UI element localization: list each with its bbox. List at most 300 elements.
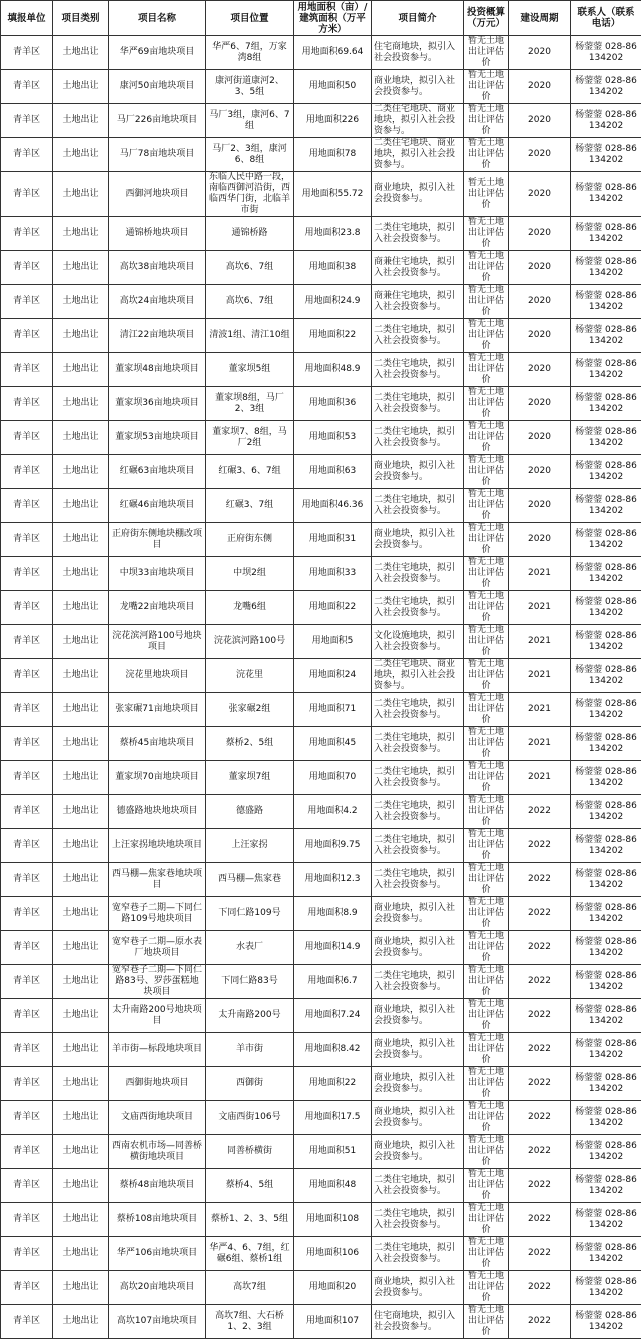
cell-contact: 杨蓥蓥 028-86134202: [571, 897, 641, 931]
cell-budget: 暂无土地出让评估价: [464, 795, 509, 829]
cell-contact: 杨蓥蓥 028-86134202: [571, 104, 641, 138]
cell-contact: 杨蓥蓥 028-86134202: [571, 999, 641, 1033]
cell-intro: 商业地块，拟引入社会投资参与。: [372, 897, 464, 931]
table-row: [1, 319, 641, 353]
cell-intro: 商业地块，拟引入社会投资参与。: [372, 455, 464, 489]
table-row: [1, 727, 641, 761]
cell-area: 用地面积78: [294, 138, 372, 172]
cell-location: 红碾3、7组: [206, 489, 294, 523]
cell-area: 用地面积107: [294, 1305, 372, 1339]
cell-contact: 杨蓥蓥 028-86134202: [571, 1305, 641, 1339]
cell-contact: 杨蓥蓥 028-86134202: [571, 523, 641, 557]
cell-area: 用地面积226: [294, 104, 372, 138]
cell-name: 清江22亩地块项目: [109, 319, 206, 353]
cell-contact: 杨蓥蓥 028-86134202: [571, 591, 641, 625]
cell-intro: 商业地块，拟引入社会投资参与。: [372, 1033, 464, 1067]
cell-budget: 暂无土地出让评估价: [464, 319, 509, 353]
cell-category: 土地出让: [53, 693, 109, 727]
cell-name: 蔡桥48亩地块项目: [109, 1169, 206, 1203]
cell-period: 2022: [509, 795, 571, 829]
cell-area: 用地面积63: [294, 455, 372, 489]
table-row: [1, 1033, 641, 1067]
cell-intro: 二类住宅地块，拟引入社会投资参与。: [372, 795, 464, 829]
cell-budget: 暂无土地出让评估价: [464, 251, 509, 285]
table-row: [1, 1305, 641, 1339]
cell-budget: 暂无土地出让评估价: [464, 1203, 509, 1237]
cell-intro: 二类住宅地块，拟引入社会投资参与。: [372, 1237, 464, 1271]
cell-unit: 青羊区: [1, 625, 53, 659]
cell-contact: 杨蓥蓥 028-86134202: [571, 1101, 641, 1135]
header-budget: 投资概算（万元）: [464, 1, 509, 36]
cell-category: 土地出让: [53, 1203, 109, 1237]
cell-name: 文庙西街地块项目: [109, 1101, 206, 1135]
cell-intro: 二类住宅地块，拟引入社会投资参与。: [372, 387, 464, 421]
cell-area: 用地面积9.75: [294, 829, 372, 863]
cell-location: 羊市街: [206, 1033, 294, 1067]
cell-period: 2022: [509, 1169, 571, 1203]
cell-unit: 青羊区: [1, 931, 53, 965]
cell-location: 东临人民中路一段，南临西御河沿街，西临西华门街，北临羊市街: [206, 172, 294, 217]
table-row: [1, 36, 641, 70]
cell-location: 张家碾2组: [206, 693, 294, 727]
cell-location: 下同仁路83号: [206, 965, 294, 999]
cell-category: 土地出让: [53, 999, 109, 1033]
cell-area: 用地面积55.72: [294, 172, 372, 217]
cell-category: 土地出让: [53, 557, 109, 591]
cell-contact: 杨蓥蓥 028-86134202: [571, 489, 641, 523]
table-row: [1, 1271, 641, 1305]
cell-budget: 暂无土地出让评估价: [464, 625, 509, 659]
cell-location: 蔡桥1、2、3、5组: [206, 1203, 294, 1237]
cell-name: 红碾63亩地块项目: [109, 455, 206, 489]
cell-budget: 暂无土地出让评估价: [464, 1033, 509, 1067]
cell-area: 用地面积51: [294, 1135, 372, 1169]
cell-name: 中坝33亩地块项目: [109, 557, 206, 591]
cell-period: 2022: [509, 1101, 571, 1135]
cell-unit: 青羊区: [1, 319, 53, 353]
cell-budget: 暂无土地出让评估价: [464, 138, 509, 172]
cell-budget: 暂无土地出让评估价: [464, 455, 509, 489]
header-name: 项目名称: [109, 1, 206, 36]
cell-budget: 暂无土地出让评估价: [464, 897, 509, 931]
cell-name: 董家坝53亩地块项目: [109, 421, 206, 455]
cell-name: 董家坝70亩地块项目: [109, 761, 206, 795]
cell-category: 土地出让: [53, 1305, 109, 1339]
cell-intro: 二类住宅地块，拟引入社会投资参与。: [372, 489, 464, 523]
cell-area: 用地面积31: [294, 523, 372, 557]
cell-budget: 暂无土地出让评估价: [464, 999, 509, 1033]
cell-location: 浣花里: [206, 659, 294, 693]
cell-period: 2022: [509, 965, 571, 999]
cell-contact: 杨蓥蓥 028-86134202: [571, 965, 641, 999]
cell-intro: 二类住宅地块、商业地块，拟引入社会投资参与。: [372, 104, 464, 138]
cell-unit: 青羊区: [1, 727, 53, 761]
cell-unit: 青羊区: [1, 795, 53, 829]
table-row: [1, 591, 641, 625]
cell-unit: 青羊区: [1, 421, 53, 455]
cell-category: 土地出让: [53, 727, 109, 761]
cell-budget: 暂无土地出让评估价: [464, 965, 509, 999]
cell-name: 高坎107亩地块项目: [109, 1305, 206, 1339]
cell-name: 西南农机市场—同善桥横街地块项目: [109, 1135, 206, 1169]
cell-budget: 暂无土地出让评估价: [464, 387, 509, 421]
cell-area: 用地面积106: [294, 1237, 372, 1271]
cell-unit: 青羊区: [1, 1237, 53, 1271]
table-row: [1, 761, 641, 795]
cell-unit: 青羊区: [1, 557, 53, 591]
cell-budget: 暂无土地出让评估价: [464, 1135, 509, 1169]
cell-unit: 青羊区: [1, 1135, 53, 1169]
cell-location: 红碾3、6、7组: [206, 455, 294, 489]
cell-unit: 青羊区: [1, 36, 53, 70]
table-body: [1, 36, 641, 1339]
cell-period: 2020: [509, 36, 571, 70]
cell-name: 高坎38亩地块项目: [109, 251, 206, 285]
cell-intro: 商业地块，拟引入社会投资参与。: [372, 1271, 464, 1305]
cell-budget: 暂无土地出让评估价: [464, 931, 509, 965]
cell-budget: 暂无土地出让评估价: [464, 523, 509, 557]
cell-intro: 二类住宅地块，拟引入社会投资参与。: [372, 863, 464, 897]
cell-unit: 青羊区: [1, 104, 53, 138]
cell-period: 2022: [509, 931, 571, 965]
cell-area: 用地面积48.9: [294, 353, 372, 387]
cell-name: 上汪家拐地块地块项目: [109, 829, 206, 863]
cell-period: 2022: [509, 1033, 571, 1067]
header-intro: 项目简介: [372, 1, 464, 36]
cell-category: 土地出让: [53, 1271, 109, 1305]
cell-period: 2020: [509, 285, 571, 319]
cell-name: 西御街地块项目: [109, 1067, 206, 1101]
cell-budget: 暂无土地出让评估价: [464, 829, 509, 863]
cell-intro: 二类住宅地块，拟引入社会投资参与。: [372, 591, 464, 625]
cell-category: 土地出让: [53, 897, 109, 931]
cell-area: 用地面积69.64: [294, 36, 372, 70]
cell-location: 通锦桥路: [206, 217, 294, 251]
cell-area: 用地面积36: [294, 387, 372, 421]
cell-name: 宽窄巷子二期—下同仁路83号、罗莎蛋糕地块项目: [109, 965, 206, 999]
cell-area: 用地面积14.9: [294, 931, 372, 965]
cell-period: 2022: [509, 829, 571, 863]
cell-unit: 青羊区: [1, 965, 53, 999]
cell-category: 土地出让: [53, 489, 109, 523]
cell-intro: 商业地块，拟引入社会投资参与。: [372, 931, 464, 965]
table-row: [1, 387, 641, 421]
cell-name: 德盛路地块地块项目: [109, 795, 206, 829]
table-row: [1, 829, 641, 863]
cell-intro: 商业地块，拟引入社会投资参与。: [372, 70, 464, 104]
cell-location: 浣花滨河路100号: [206, 625, 294, 659]
cell-intro: 二类住宅地块，拟引入社会投资参与。: [372, 319, 464, 353]
cell-intro: 商业地块，拟引入社会投资参与。: [372, 523, 464, 557]
cell-contact: 杨蓥蓥 028-86134202: [571, 1135, 641, 1169]
cell-category: 土地出让: [53, 795, 109, 829]
cell-category: 土地出让: [53, 217, 109, 251]
cell-area: 用地面积5: [294, 625, 372, 659]
cell-name: 太升南路200号地块项目: [109, 999, 206, 1033]
cell-unit: 青羊区: [1, 1067, 53, 1101]
cell-intro: 二类住宅地块，拟引入社会投资参与。: [372, 693, 464, 727]
cell-period: 2021: [509, 659, 571, 693]
cell-location: 清波1组、清江10组: [206, 319, 294, 353]
cell-area: 用地面积70: [294, 761, 372, 795]
cell-budget: 暂无土地出让评估价: [464, 591, 509, 625]
cell-budget: 暂无土地出让评估价: [464, 1101, 509, 1135]
cell-category: 土地出让: [53, 965, 109, 999]
table-row: [1, 659, 641, 693]
cell-contact: 杨蓥蓥 028-86134202: [571, 36, 641, 70]
cell-name: 蔡桥108亩地块项目: [109, 1203, 206, 1237]
cell-period: 2020: [509, 387, 571, 421]
cell-area: 用地面积108: [294, 1203, 372, 1237]
cell-category: 土地出让: [53, 591, 109, 625]
cell-category: 土地出让: [53, 70, 109, 104]
cell-intro: 住宅商地块，拟引入社会投资参与。: [372, 36, 464, 70]
cell-category: 土地出让: [53, 625, 109, 659]
cell-budget: 暂无土地出让评估价: [464, 1169, 509, 1203]
cell-location: 中坝2组: [206, 557, 294, 591]
table-row: [1, 863, 641, 897]
cell-contact: 杨蓥蓥 028-86134202: [571, 829, 641, 863]
cell-area: 用地面积12.3: [294, 863, 372, 897]
cell-intro: 二类住宅地块，拟引入社会投资参与。: [372, 217, 464, 251]
cell-area: 用地面积8.9: [294, 897, 372, 931]
table-row: [1, 455, 641, 489]
cell-name: 康河50亩地块项目: [109, 70, 206, 104]
header-unit: 填报单位: [1, 1, 53, 36]
cell-name: 华严106亩地块项目: [109, 1237, 206, 1271]
cell-name: 董家坝48亩地块项目: [109, 353, 206, 387]
cell-name: 蔡桥45亩地块项目: [109, 727, 206, 761]
cell-contact: 杨蓥蓥 028-86134202: [571, 693, 641, 727]
cell-period: 2022: [509, 1203, 571, 1237]
cell-contact: 杨蓥蓥 028-86134202: [571, 319, 641, 353]
cell-unit: 青羊区: [1, 659, 53, 693]
cell-category: 土地出让: [53, 251, 109, 285]
cell-contact: 杨蓥蓥 028-86134202: [571, 138, 641, 172]
cell-period: 2020: [509, 70, 571, 104]
cell-intro: 商业地块，拟引入社会投资参与。: [372, 1135, 464, 1169]
cell-contact: 杨蓥蓥 028-86134202: [571, 1033, 641, 1067]
cell-unit: 青羊区: [1, 1203, 53, 1237]
cell-area: 用地面积24.9: [294, 285, 372, 319]
cell-budget: 暂无土地出让评估价: [464, 172, 509, 217]
table-row: [1, 104, 641, 138]
cell-unit: 青羊区: [1, 353, 53, 387]
cell-area: 用地面积22: [294, 1067, 372, 1101]
cell-location: 太升南路200号: [206, 999, 294, 1033]
cell-area: 用地面积71: [294, 693, 372, 727]
cell-budget: 暂无土地出让评估价: [464, 36, 509, 70]
cell-period: 2022: [509, 863, 571, 897]
cell-unit: 青羊区: [1, 693, 53, 727]
table-row: [1, 489, 641, 523]
cell-unit: 青羊区: [1, 251, 53, 285]
cell-location: 高坎6、7组: [206, 285, 294, 319]
table-row: [1, 931, 641, 965]
cell-category: 土地出让: [53, 931, 109, 965]
cell-location: 高坎7组、大石桥1、2、3组: [206, 1305, 294, 1339]
table-row: [1, 965, 641, 999]
cell-category: 土地出让: [53, 829, 109, 863]
cell-name: 西马棚—焦家巷地块项目: [109, 863, 206, 897]
cell-unit: 青羊区: [1, 285, 53, 319]
cell-location: 董家坝8组，马厂2、3组: [206, 387, 294, 421]
table-header-row: [1, 1, 641, 36]
cell-name: 华严69亩地块项目: [109, 36, 206, 70]
cell-area: 用地面积45: [294, 727, 372, 761]
cell-period: 2022: [509, 1067, 571, 1101]
cell-area: 用地面积50: [294, 70, 372, 104]
cell-category: 土地出让: [53, 387, 109, 421]
cell-budget: 暂无土地出让评估价: [464, 104, 509, 138]
cell-name: 正府街东侧地块棚改项目: [109, 523, 206, 557]
cell-name: 宽窄巷子二期—下同仁路109号地块项目: [109, 897, 206, 931]
cell-period: 2022: [509, 1135, 571, 1169]
table-row: [1, 1101, 641, 1135]
cell-category: 土地出让: [53, 1135, 109, 1169]
cell-location: 蔡桥4、5组: [206, 1169, 294, 1203]
cell-location: 西御街: [206, 1067, 294, 1101]
cell-name: 通锦桥地块项目: [109, 217, 206, 251]
cell-contact: 杨蓥蓥 028-86134202: [571, 1169, 641, 1203]
cell-unit: 青羊区: [1, 455, 53, 489]
cell-contact: 杨蓥蓥 028-86134202: [571, 1067, 641, 1101]
cell-period: 2020: [509, 421, 571, 455]
cell-budget: 暂无土地出让评估价: [464, 557, 509, 591]
cell-contact: 杨蓥蓥 028-86134202: [571, 931, 641, 965]
cell-category: 土地出让: [53, 761, 109, 795]
cell-unit: 青羊区: [1, 863, 53, 897]
cell-budget: 暂无土地出让评估价: [464, 727, 509, 761]
table-row: [1, 1067, 641, 1101]
cell-budget: 暂无土地出让评估价: [464, 489, 509, 523]
cell-contact: 杨蓥蓥 028-86134202: [571, 1237, 641, 1271]
cell-unit: 青羊区: [1, 172, 53, 217]
cell-period: 2021: [509, 591, 571, 625]
cell-unit: 青羊区: [1, 489, 53, 523]
cell-period: 2020: [509, 104, 571, 138]
cell-category: 土地出让: [53, 1033, 109, 1067]
cell-intro: 二类住宅地块，拟引入社会投资参与。: [372, 829, 464, 863]
cell-location: 华严4、6、7组，红碾6组、蔡桥1组: [206, 1237, 294, 1271]
cell-category: 土地出让: [53, 172, 109, 217]
cell-category: 土地出让: [53, 138, 109, 172]
cell-contact: 杨蓥蓥 028-86134202: [571, 387, 641, 421]
cell-contact: 杨蓥蓥 028-86134202: [571, 70, 641, 104]
cell-contact: 杨蓥蓥 028-86134202: [571, 761, 641, 795]
cell-category: 土地出让: [53, 285, 109, 319]
table-row: [1, 693, 641, 727]
cell-category: 土地出让: [53, 353, 109, 387]
cell-location: 华严6、7组，万家湾8组: [206, 36, 294, 70]
cell-location: 上汪家拐: [206, 829, 294, 863]
cell-unit: 青羊区: [1, 217, 53, 251]
cell-budget: 暂无土地出让评估价: [464, 421, 509, 455]
cell-name: 张家碾71亩地块项目: [109, 693, 206, 727]
cell-intro: 二类住宅地块，拟引入社会投资参与。: [372, 965, 464, 999]
cell-budget: 暂无土地出让评估价: [464, 761, 509, 795]
cell-budget: 暂无土地出让评估价: [464, 693, 509, 727]
cell-period: 2022: [509, 1271, 571, 1305]
cell-location: 龙嘴6组: [206, 591, 294, 625]
cell-period: 2022: [509, 897, 571, 931]
header-category: 项目类别: [53, 1, 109, 36]
cell-contact: 杨蓥蓥 028-86134202: [571, 659, 641, 693]
cell-unit: 青羊区: [1, 1101, 53, 1135]
cell-budget: 暂无土地出让评估价: [464, 659, 509, 693]
header-area: 用地面积（亩）/建筑面积（万平方米）: [294, 1, 372, 36]
cell-intro: 商业地块，拟引入社会投资参与。: [372, 1101, 464, 1135]
cell-category: 土地出让: [53, 455, 109, 489]
cell-category: 土地出让: [53, 1067, 109, 1101]
cell-unit: 青羊区: [1, 1169, 53, 1203]
cell-name: 董家坝36亩地块项目: [109, 387, 206, 421]
cell-location: 康河街道康河2、3、5组: [206, 70, 294, 104]
cell-period: 2020: [509, 138, 571, 172]
cell-unit: 青羊区: [1, 70, 53, 104]
cell-area: 用地面积33: [294, 557, 372, 591]
cell-period: 2021: [509, 761, 571, 795]
cell-intro: 住宅商地块，拟引入社会投资参与。: [372, 1305, 464, 1339]
cell-name: 龙嘴22亩地块项目: [109, 591, 206, 625]
cell-area: 用地面积17.5: [294, 1101, 372, 1135]
cell-area: 用地面积8.42: [294, 1033, 372, 1067]
cell-unit: 青羊区: [1, 138, 53, 172]
cell-name: 马厂226亩地块项目: [109, 104, 206, 138]
header-period: 建设周期: [509, 1, 571, 36]
cell-period: 2021: [509, 625, 571, 659]
cell-intro: 二类住宅地块，拟引入社会投资参与。: [372, 1169, 464, 1203]
cell-intro: 二类住宅地块，拟引入社会投资参与。: [372, 557, 464, 591]
table-row: [1, 70, 641, 104]
cell-name: 西御河地块项目: [109, 172, 206, 217]
table-row: [1, 1169, 641, 1203]
cell-period: 2021: [509, 727, 571, 761]
cell-area: 用地面积38: [294, 251, 372, 285]
cell-area: 用地面积23.8: [294, 217, 372, 251]
cell-budget: 暂无土地出让评估价: [464, 1271, 509, 1305]
table-row: [1, 353, 641, 387]
cell-unit: 青羊区: [1, 761, 53, 795]
cell-category: 土地出让: [53, 1101, 109, 1135]
cell-contact: 杨蓥蓥 028-86134202: [571, 285, 641, 319]
cell-location: 马厂3组，康河6、7组: [206, 104, 294, 138]
cell-category: 土地出让: [53, 421, 109, 455]
table-row: [1, 557, 641, 591]
cell-location: 文庙西街106号: [206, 1101, 294, 1135]
cell-unit: 青羊区: [1, 1305, 53, 1339]
table-row: [1, 172, 641, 217]
cell-period: 2020: [509, 319, 571, 353]
cell-location: 董家坝7、8组，马厂2组: [206, 421, 294, 455]
cell-location: 高坎6、7组: [206, 251, 294, 285]
cell-location: 下同仁路109号: [206, 897, 294, 931]
cell-period: 2021: [509, 693, 571, 727]
table-row: [1, 1135, 641, 1169]
header-contact: 联系人（联系电话）: [571, 1, 641, 36]
cell-intro: 二类住宅地块、商业地块，拟引入社会投资参与。: [372, 659, 464, 693]
cell-budget: 暂无土地出让评估价: [464, 1237, 509, 1271]
cell-name: 浣花滨河路100号地块项目: [109, 625, 206, 659]
cell-contact: 杨蓥蓥 028-86134202: [571, 795, 641, 829]
cell-budget: 暂无土地出让评估价: [464, 1067, 509, 1101]
cell-period: 2020: [509, 353, 571, 387]
table-row: [1, 421, 641, 455]
cell-contact: 杨蓥蓥 028-86134202: [571, 863, 641, 897]
cell-category: 土地出让: [53, 1169, 109, 1203]
table-row: [1, 1237, 641, 1271]
table-row: [1, 999, 641, 1033]
